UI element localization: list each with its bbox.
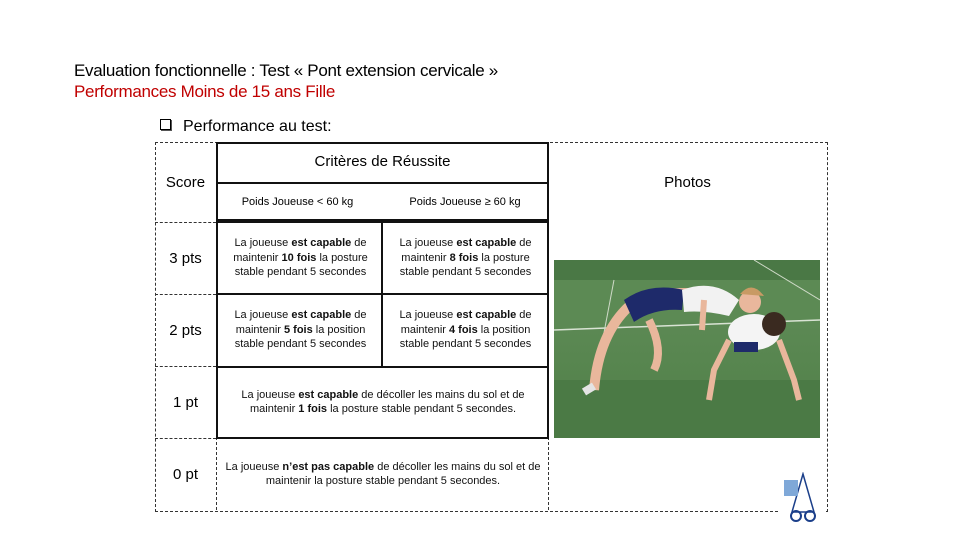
criteria-text: La joueuse est capable de maintenir 8 fois la posture stable pendant 5 secondes (399, 237, 532, 279)
criteria-text: La joueuse est capable de décoller les mains du sol et de maintenir 1 fois la posture stable pendant 5 secondes. (241, 388, 525, 415)
score-header: Score (165, 173, 206, 191)
criteria-3pts-lt60 (222, 224, 379, 292)
col-header-lt60: Poids Joueuse < 60 kg (241, 196, 354, 208)
col-header-ge60: Poids Joueuse ≥ 60 kg (409, 196, 521, 208)
photos-header: Photos (664, 173, 711, 191)
page-subtitle: Performances Moins de 15 ans Fille (74, 82, 335, 101)
criteria-text: La joueuse est capable de maintenir 5 fois la position stable pendant 5 secondes (234, 309, 367, 351)
criteria-1pt (222, 368, 544, 436)
criteria-2pts-ge60 (387, 296, 544, 364)
section-bullet (160, 118, 332, 136)
checkbox-bullet-icon (160, 119, 171, 130)
criteria-3pts-ge60 (387, 224, 544, 292)
score-3pts: 3 pts (169, 249, 202, 267)
bullet-label: Performance au test: (183, 118, 332, 135)
criteria-text: La joueuse n’est pas capable de décoller les mains du sol et de maintenir la posture stable pendant 5 secondes. (225, 460, 541, 487)
exercise-photo (554, 260, 820, 438)
score-0pt: 0 pt (172, 465, 199, 483)
criteria-0pt (222, 440, 544, 508)
bridge-exercise-illustration (554, 260, 820, 438)
criteria-text: La joueuse est capable de maintenir 10 fois la posture stable pendant 5 secondes (233, 237, 368, 279)
criteria-2pts-lt60 (222, 296, 379, 364)
criteria-text: La joueuse est capable de maintenir 4 fois la position stable pendant 5 secondes (399, 309, 532, 351)
criteria-header: Critères de Réussite (314, 152, 451, 170)
federation-logo (780, 472, 826, 524)
score-1pt: 1 pt (172, 393, 199, 411)
score-2pts: 2 pts (169, 321, 202, 339)
page-title: Evaluation fonctionnelle : Test « Pont extension cervicale » (74, 61, 498, 80)
